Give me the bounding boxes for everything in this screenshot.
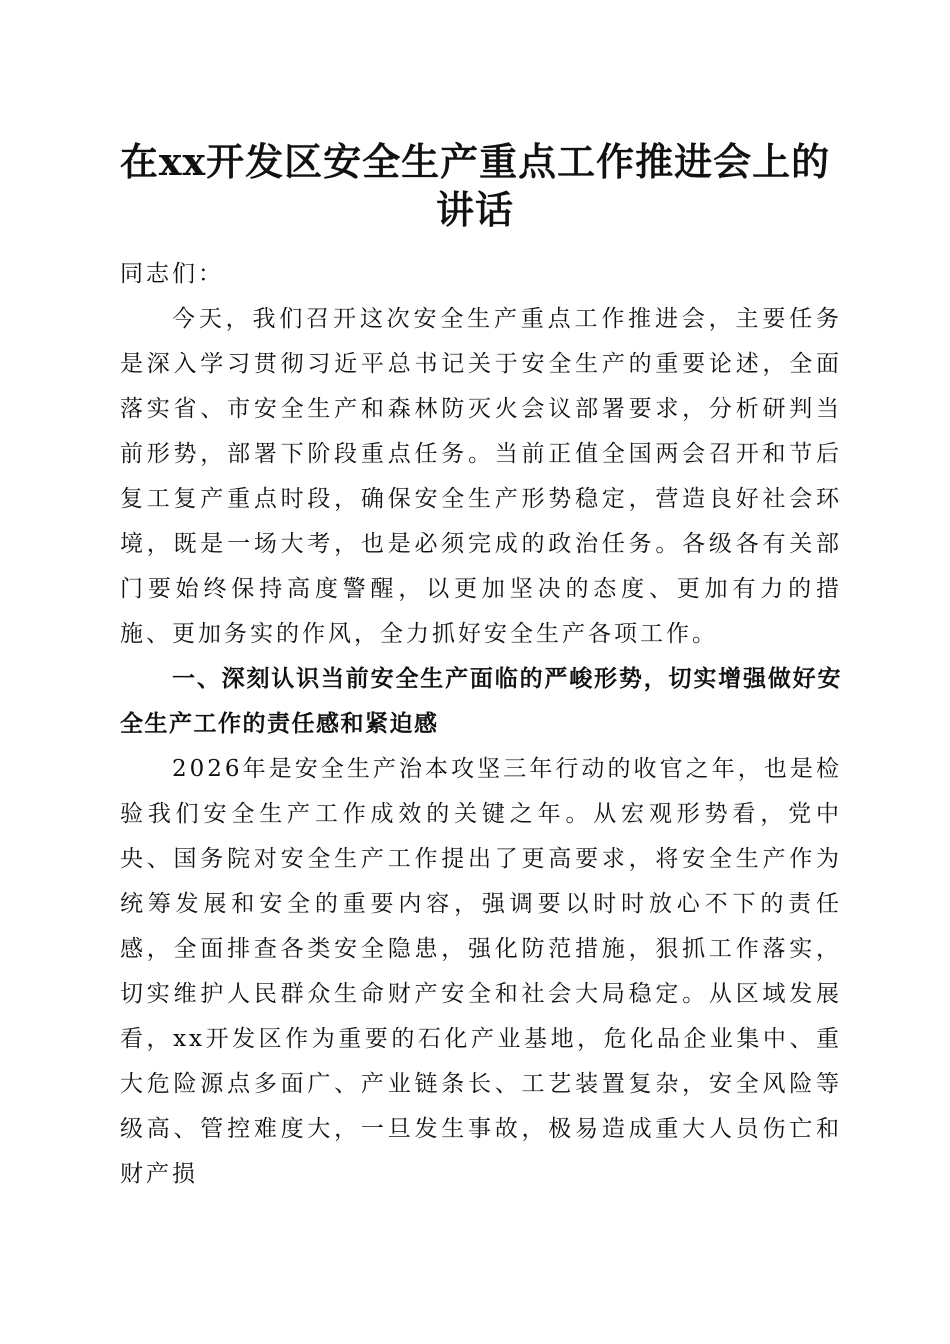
document-body: [120, 252, 842, 1197]
document-title: 在xx开发区安全生产重点工作推进会上的讲话: [119, 139, 831, 232]
salutation: 同志们：: [120, 261, 224, 287]
section-heading: 一、深刻认识当前安全生产面临的严峻形势，切实增强做好安全生产工作的责任感和紧迫感: [120, 666, 842, 737]
section-paragraph: 2026年是安全生产治本攻坚三年行动的收官之年，也是检验我们安全生产工作成效的关键之年。从宏观形势看，党中央、国务院对安全生产工作提出了更高要求，将安全生产作为统筹发展和安全的重要内容，强调要以时时放心不下的责任感，全面排查各类安全隐患，强化防范措施，狠抓工作落实，切实维护人民群众生命财产安全和社会大局稳定。从区域发展看，xx开发区作为重要的石化产业基地，危化品企业集中、重大危险源点多面广、产业链条长、工艺装置复杂，安全风险等级高、管控难度大，一旦发生事故，极易造成重大人员伤亡和财产损: [120, 756, 842, 1187]
intro-paragraph: 今天，我们召开这次安全生产重点工作推进会，主要任务是深入学习贯彻习近平总书记关于安全生产的重要论述，全面落实省、市安全生产和森林防灭火会议部署要求，分析研判当前形势，部署下阶段重点任务。当前正值全国两会召开和节后复工复产重点时段，确保安全生产形势稳定，营造良好社会环境，既是一场大考，也是必须完成的政治任务。各级各有关部门要始终保持高度警醒，以更加坚决的态度、更加有力的措施、更加务实的作风，全力抓好安全生产各项工作。: [120, 306, 842, 647]
